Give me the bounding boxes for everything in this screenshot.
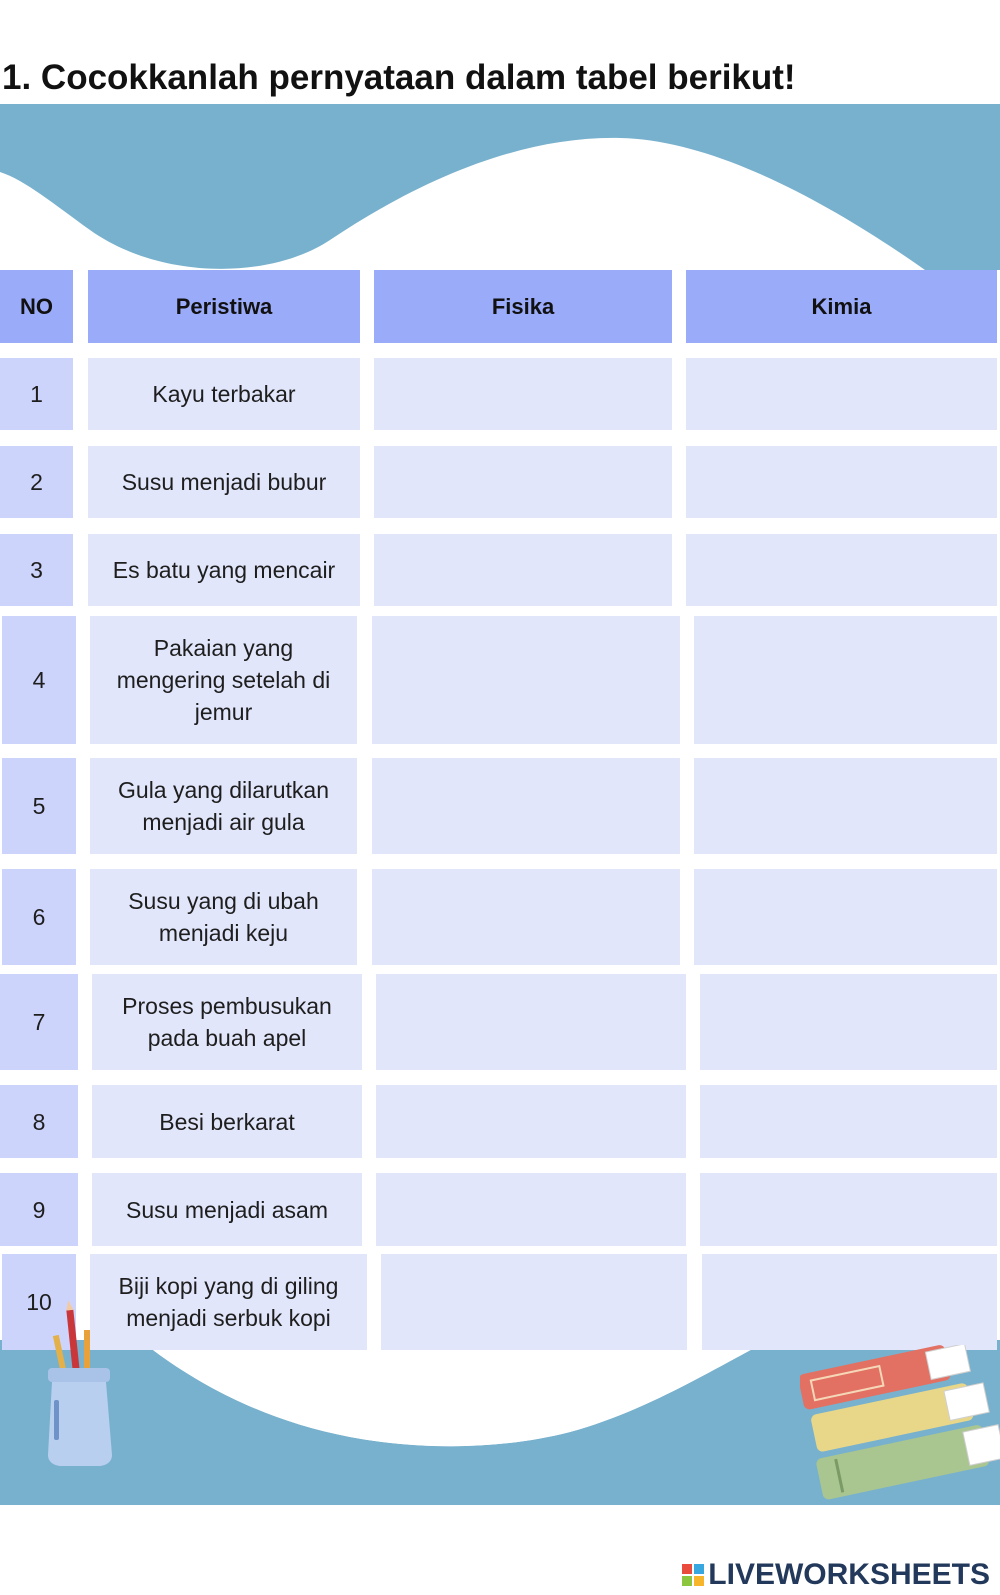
logo-text: LIVEWORKSHEETS — [708, 1558, 990, 1591]
liveworksheets-logo — [682, 1558, 990, 1592]
pencil-jar-icon — [40, 1300, 140, 1470]
header-kimia: Kimia — [686, 270, 997, 343]
event-cell: Proses pembusukan pada buah apel — [92, 974, 362, 1070]
event-cell: Es batu yang mencair — [88, 534, 360, 606]
kimia-answer-box[interactable] — [700, 1173, 997, 1246]
row-number: 9 — [0, 1173, 78, 1246]
kimia-answer-box[interactable] — [686, 446, 997, 518]
row-number: 1 — [0, 358, 73, 430]
event-cell: Biji kopi yang di giling menjadi serbuk kopi — [90, 1254, 367, 1350]
event-cell: Susu menjadi asam — [92, 1173, 362, 1246]
kimia-answer-box[interactable] — [702, 1254, 997, 1350]
row-number: 8 — [0, 1085, 78, 1158]
row-number: 5 — [2, 758, 76, 854]
fisika-answer-box[interactable] — [374, 534, 672, 606]
row-number: 4 — [2, 616, 76, 744]
event-cell: Pakaian yang mengering setelah di jemur — [90, 616, 357, 744]
kimia-answer-box[interactable] — [686, 358, 997, 430]
fisika-answer-box[interactable] — [372, 758, 680, 854]
page-title: 1. Cocokkanlah pernyataan dalam tabel berikut! — [2, 58, 796, 97]
fisika-answer-box[interactable] — [372, 616, 680, 744]
fisika-answer-box[interactable] — [374, 358, 672, 430]
row-number: 2 — [0, 446, 73, 518]
event-cell: Susu yang di ubah menjadi keju — [90, 869, 357, 965]
row-number: 3 — [0, 534, 73, 606]
fisika-answer-box[interactable] — [381, 1254, 687, 1350]
row-number: 7 — [0, 974, 78, 1070]
fisika-answer-box[interactable] — [376, 974, 686, 1070]
fisika-answer-box[interactable] — [372, 869, 680, 965]
event-cell: Kayu terbakar — [88, 358, 360, 430]
row-number: 6 — [2, 869, 76, 965]
fisika-answer-box[interactable] — [376, 1085, 686, 1158]
fisika-answer-box[interactable] — [376, 1173, 686, 1246]
fisika-answer-box[interactable] — [374, 446, 672, 518]
liveworksheets-logo-icon — [682, 1564, 704, 1586]
kimia-answer-box[interactable] — [694, 758, 997, 854]
row-number: 10 — [2, 1254, 76, 1350]
header-peristiwa: Peristiwa — [88, 270, 360, 343]
event-cell: Besi berkarat — [92, 1085, 362, 1158]
kimia-answer-box[interactable] — [694, 869, 997, 965]
header-no: NO — [0, 270, 73, 343]
header-fisika: Fisika — [374, 270, 672, 343]
kimia-answer-box[interactable] — [700, 1085, 997, 1158]
kimia-answer-box[interactable] — [700, 974, 997, 1070]
event-cell: Gula yang dilarutkan menjadi air gula — [90, 758, 357, 854]
event-cell: Susu menjadi bubur — [88, 446, 360, 518]
book-stack-icon — [800, 1345, 1000, 1505]
kimia-answer-box[interactable] — [686, 534, 997, 606]
kimia-answer-box[interactable] — [694, 616, 997, 744]
